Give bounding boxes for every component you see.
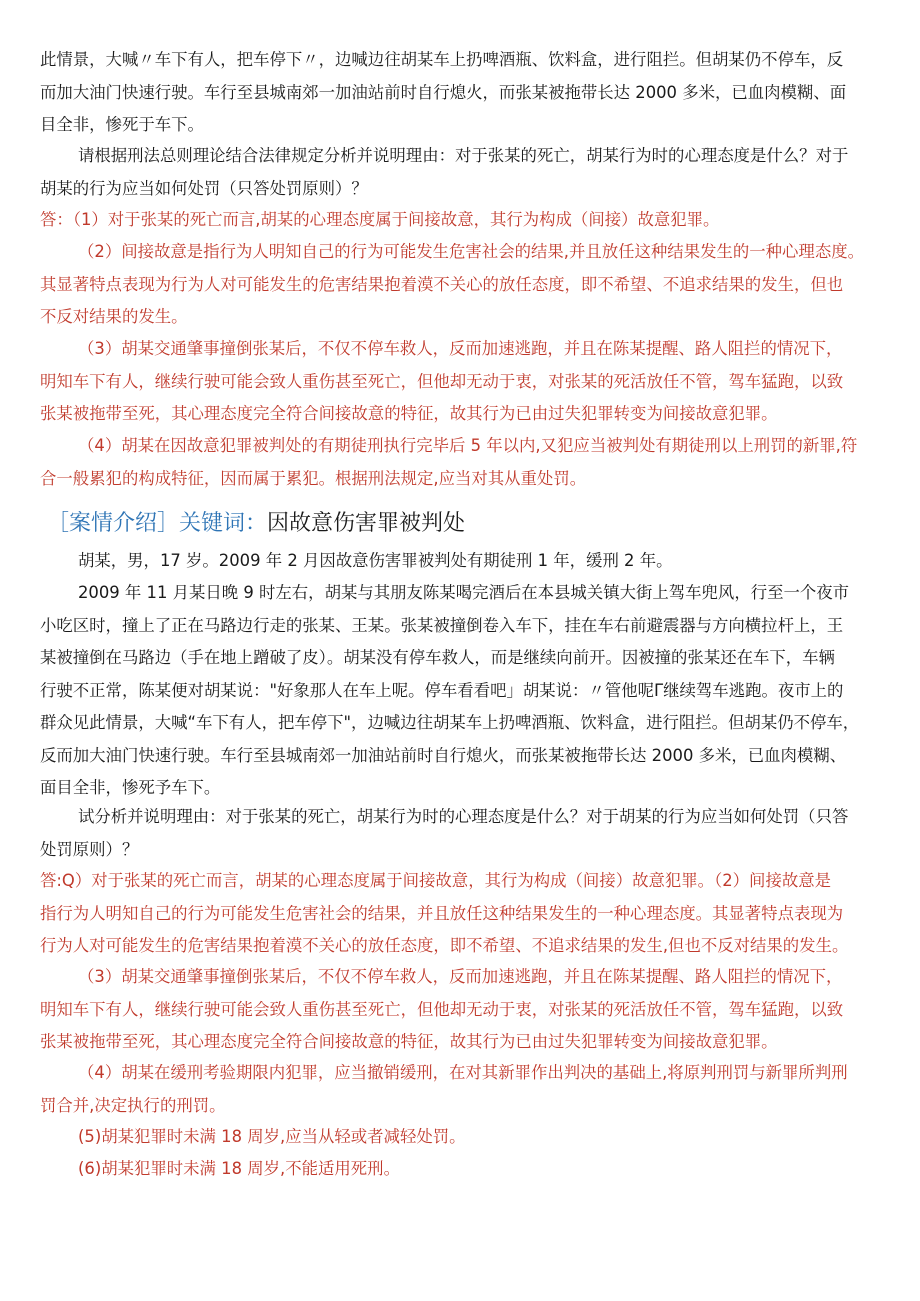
text-line: (6)胡某犯罪时未满 18 周岁,不能适用死刑。	[78, 1159, 400, 1178]
text-line: 行驶不正常，陈某便对胡某说："好象那人在车上呢。停车看看吧」胡某说：〃管他呢Γ继续驾车逃跑。夜市上的	[40, 680, 844, 700]
text-line: （2）间接故意是指行为人明知自己的行为可能发生危害社会的结果,并且放任这种结果发生的一种心理态度。	[78, 242, 864, 261]
text-line: 反而加大油门快速行驶。车行至县城南郊一加油站前时自行熄火，而张某被拖带长达 2000 多米，已血肉模糊、	[40, 745, 847, 765]
text-line: 张某被拖带至死，其心理态度完全符合间接故意的特征，故其行为已由过失犯罪转变为间接故意犯罪。	[40, 1032, 778, 1051]
case-2-narrative	[40, 577, 882, 805]
text-line: （4）胡某在因故意犯罪被判处的有期徒刑执行完毕后 5 年以内,又犯应当被判处有期徒刑以上刑罚的新罪,符	[78, 436, 858, 455]
answer-1-point-1	[40, 204, 882, 237]
text-line: 明知车下有人，继续行驶可能会致人重伤甚至死亡，但他却无动于衷，对张某的死活放任不管，驾车猛跑，以致	[40, 371, 844, 391]
text-line: 不反对结果的发生。	[40, 307, 188, 326]
section-heading	[47, 506, 465, 542]
answer-2-point-6	[40, 1153, 882, 1186]
text-line: 2009 年 11 月某日晚 9 时左右，胡某与其朋友陈某喝完酒后在本县城关镇大街上驾车兜风，行至一个夜市	[78, 583, 850, 602]
text-line: 胡某的行为应当如何处罚（只答处罚原则）？	[40, 178, 368, 198]
text-line: 合一般累犯的构成特征，因而属于累犯。根据刑法规定,应当对其从重处罚。	[40, 468, 587, 488]
text-line: 面目全非，惨死予车下。	[40, 778, 221, 797]
text-line: 目全非，惨死于车下。	[40, 115, 204, 134]
answer-2-point-3	[40, 961, 882, 1059]
answer-2-point-4	[40, 1057, 882, 1122]
text-line: 试分析并说明理由：对于张某的死亡，胡某行为时的心理态度是什么？对于胡某的行为应当如何处罚（只答	[78, 807, 849, 826]
question-1	[40, 140, 882, 205]
answer-1-point-3	[40, 333, 882, 431]
text-line: 明知车下有人，继续行驶可能会致人重伤甚至死亡，但他却无动于衷，对张某的死活放任不管，驾车猛跑，以致	[40, 999, 844, 1019]
heading-label: ［案情介绍］关键词：	[47, 511, 268, 536]
text-line: （3）胡某交通肇事撞倒张某后，不仅不停车救人，反而加速逃跑，并且在陈某提醒、路人阻拦的情况下，	[78, 967, 843, 986]
case-narrative-continuation	[40, 44, 882, 142]
text-line: 胡某，男，17 岁。2009 年 2 月因故意伤害罪被判处有期徒刑 1 年，缓刑 2 年。	[78, 551, 673, 570]
case-2-intro	[40, 545, 882, 578]
text-line: 处罚原则）？	[40, 839, 139, 859]
text-line: 答：（1）对于张某的死亡而言,胡某的心理态度属于间接故意，其行为构成（间接）故意犯罪。	[40, 210, 720, 229]
text-line: 某被撞倒在马路边（手在地上蹭破了皮）。胡某没有停车救人，而是继续向前开。因被撞的张某还在车下，车辆	[40, 648, 835, 667]
text-line: （3）胡某交通肇事撞倒张某后，不仅不停车救人，反而加速逃跑，并且在陈某提醒、路人阻拦的情况下，	[78, 339, 843, 358]
text-line: 群众见此情景，大喊“车下有人，把车停下"，边喊边往胡某车上扔啤酒瓶、饮料盒，进行阻拦。但胡某仍不停车，	[40, 713, 860, 732]
text-line: 张某被拖带至死，其心理态度完全符合间接故意的特征，故其行为已由过失犯罪转变为间接故意犯罪。	[40, 404, 778, 423]
text-line: 请根据刑法总则理论结合法律规定分析并说明理由：对于张某的死亡，胡某行为时的心理态度是什么？对于	[78, 146, 849, 165]
heading-keyword: 因故意伤害罪被判处	[267, 511, 466, 536]
text-line: (5)胡某犯罪时未满 18 周岁,应当从轻或者减轻处罚。	[78, 1127, 466, 1146]
text-line: （4）胡某在缓刑考验期限内犯罪，应当撤销缓刑，在对其新罪作出判决的基础上,将原判刑罚与新罪所判刑	[78, 1063, 848, 1082]
text-line: 指行为人明知自己的行为可能发生危害社会的结果，并且放任这种结果发生的一种心理态度。其显著特点表现为	[40, 903, 844, 923]
question-2	[40, 801, 882, 866]
answer-2-points-1-2	[40, 865, 882, 963]
text-line: 小吃区时，撞上了正在马路边行走的张某、王某。张某被撞倒卷入车下，挂在车右前避震器与方向横拉杆上，王	[40, 615, 844, 635]
text-line: 此情景，大喊〃车下有人，把车停下〃，边喊边往胡某车上扔啤酒瓶、饮料盒，进行阻拦。但胡某仍不停车，反	[40, 50, 844, 69]
text-line: 行为人对可能发生的危害结果抱着漠不关心的放任态度，即不希望、不追求结果的发生,但也不反对结果的发生。	[40, 936, 849, 955]
answer-2-point-5	[40, 1121, 882, 1154]
text-line: 罚合并,决定执行的刑罚。	[40, 1095, 226, 1115]
text-line: 而加大油门快速行驶。车行至县城南郊一加油站前时自行熄火，而张某被拖带长达 2000 多米，已血肉模糊、面	[40, 82, 847, 102]
answer-1-point-4	[40, 430, 882, 495]
answer-1-point-2	[40, 236, 882, 334]
text-line: 其显著特点表现为行为人对可能发生的危害结果抱着漠不关心的放任态度，即不希望、不追求结果的发生，但也	[40, 274, 844, 294]
text-line: 答:Q）对于张某的死亡而言，胡某的心理态度属于间接故意，其行为构成（间接）故意犯罪。（2）间接故意是	[40, 871, 832, 890]
